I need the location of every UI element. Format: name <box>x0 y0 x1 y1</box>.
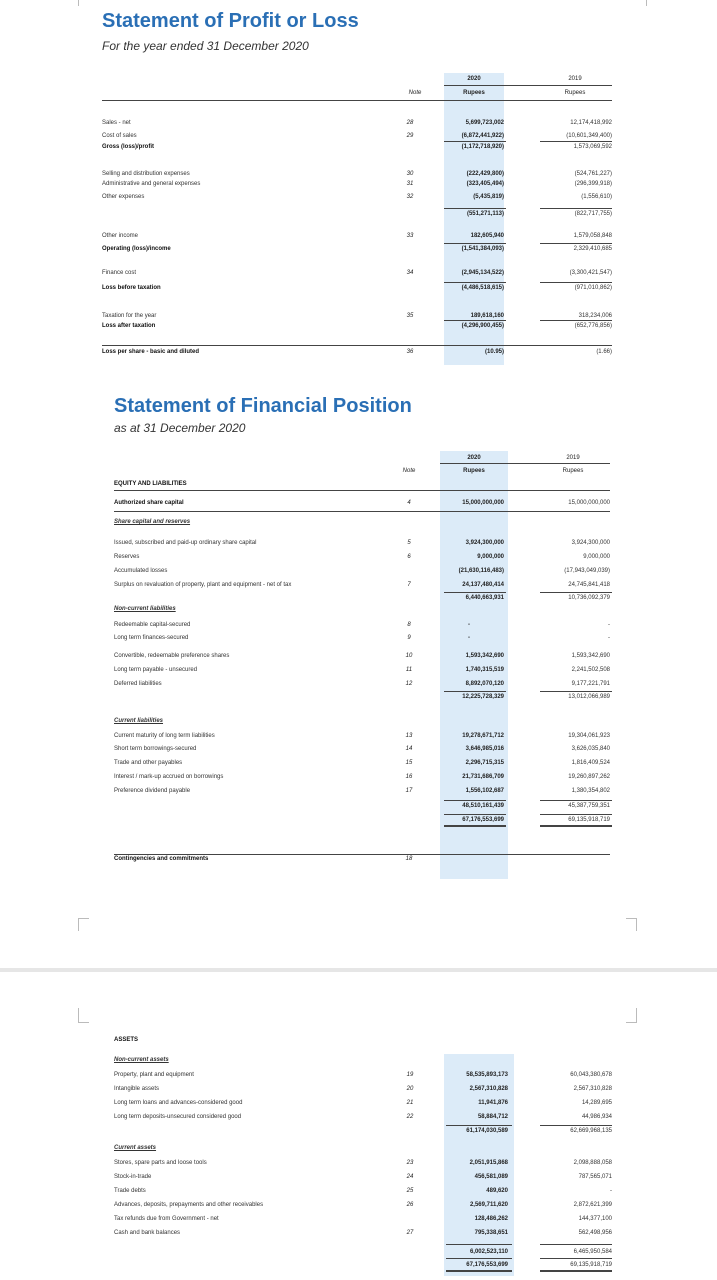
fp-hdr-cur-2019: Rupees <box>562 468 584 474</box>
fp-cur-row-label: Short term borrowings-secured <box>114 746 197 752</box>
pl-row-note: 30 <box>406 171 414 177</box>
crop-mark-low-left <box>78 1008 89 1023</box>
fp-nc-row-note: 8 <box>407 622 411 628</box>
pl-row-2019: 2,329,410,685 <box>573 246 612 252</box>
fp-subtitle: as at 31 December 2020 <box>114 421 246 435</box>
assets-cur-row-note: 24 <box>406 1174 414 1180</box>
pl-row-2019: 1,573,069,592 <box>573 144 612 150</box>
assets-cur-row-2019: 144,377,100 <box>578 1216 612 1222</box>
fp-cur-row-label: Preference dividend payable <box>114 788 191 794</box>
fp-cur-row-2020: 21,731,686,709 <box>462 774 504 780</box>
pl-hdr-2019: 2019 <box>568 76 582 82</box>
fp-nc-row-note: 11 <box>405 667 413 673</box>
pl-row-2019: 12,174,418,992 <box>570 120 612 126</box>
fp-cur-row-2020: 48,510,161,439 <box>462 803 504 809</box>
fp-share-row-2019: 3,924,300,000 <box>571 540 610 546</box>
pl-row-2020: (1,172,718,920) <box>461 144 504 150</box>
fp-cur-rule <box>444 800 506 801</box>
assets-cur-row-label: Cash and bank balances <box>114 1230 181 1236</box>
fp-nc-row-2020: 12,225,728,329 <box>462 694 504 700</box>
fp-share-row-label: Issued, subscribed and paid-up ordinary share capital <box>114 540 257 546</box>
fp-share-row-2020: 6,440,663,931 <box>465 595 504 601</box>
fp-cur-row-2019: 19,260,897,262 <box>568 774 610 780</box>
pl-row-label: Operating (loss)/income <box>102 246 171 252</box>
pl-row-2020: (222,429,800) <box>466 171 504 177</box>
assets-nc-row-2020: 58,535,893,173 <box>466 1072 508 1078</box>
assets-cur-row-note: 23 <box>406 1160 414 1166</box>
fp-cur-row-note: 13 <box>405 733 413 739</box>
fp-nc-row-2019: 1,593,342,690 <box>571 653 610 659</box>
fp-nc-row-2020: 8,892,070,120 <box>465 681 504 687</box>
assets-nc-row-2019: 60,043,380,678 <box>570 1072 612 1078</box>
fp-authorized-2020: 15,000,000,000 <box>462 500 504 506</box>
assets-cur-row-note: 26 <box>406 1202 414 1208</box>
pl-rule-exp-19 <box>540 208 612 209</box>
pl-row-label: Gross (loss)/profit <box>102 144 155 150</box>
assets-nc-row-2020: 2,567,310,828 <box>469 1086 508 1092</box>
pl-rule-tax-19 <box>540 320 612 321</box>
pl-row-2020: (1,541,384,093) <box>461 246 504 252</box>
assets-cur-total-rule-19 <box>540 1258 612 1259</box>
pl-row-2020: (4,296,900,455) <box>461 323 504 329</box>
fp-nc-row-note: 12 <box>405 681 413 687</box>
assets-cur-row-label: Trade debts <box>114 1188 146 1194</box>
pl-row-2019: 318,234,006 <box>578 313 612 319</box>
pl-row-2019: (296,399,918) <box>574 181 612 187</box>
fp-share-row-2019: (17,943,049,039) <box>564 568 610 574</box>
pl-row-note: 34 <box>406 270 414 276</box>
pl-row-label: Finance cost <box>102 270 137 276</box>
assets-cur-row-2020: 128,486,262 <box>474 1216 508 1222</box>
fp-grand-rule <box>444 825 506 827</box>
assets-cur-row-2020: 456,581,089 <box>474 1174 508 1180</box>
fp-hdr-line <box>440 463 610 464</box>
assets-cur-row-2019: 69,135,918,719 <box>570 1262 612 1268</box>
fp-cur-row-2019: 1,816,409,524 <box>571 760 610 766</box>
assets-cur-row-2020: 489,620 <box>486 1188 508 1194</box>
page-separator <box>0 968 717 972</box>
pl-rule-cos <box>444 141 506 142</box>
pl-row-2019: (524,761,227) <box>574 171 612 177</box>
assets-cur-row-2019: - <box>610 1188 612 1194</box>
fp-cur-row-2019: 3,626,035,840 <box>571 746 610 752</box>
crop-mark-mid-right <box>626 918 637 931</box>
fp-nc-row-label: Convertible, redeemable preference shares <box>114 653 230 659</box>
pl-hdr-rule <box>102 100 612 101</box>
fp-cur-row-2020: 67,176,553,699 <box>462 817 504 823</box>
assets-nc-row-note: 22 <box>406 1114 414 1120</box>
fp-cur-row-2020: 19,278,671,712 <box>462 733 504 739</box>
assets-cur-row-label: Stores, spare parts and loose tools <box>114 1160 207 1166</box>
fp-nc-row-note: 10 <box>405 653 413 659</box>
assets-cur-row-2020: 795,338,651 <box>474 1230 508 1236</box>
fp-nc-row-2019: - <box>608 635 610 641</box>
fp-cur-row-2020: 3,646,985,016 <box>465 746 504 752</box>
pl-row-label: Loss per share - basic and diluted <box>102 349 200 355</box>
pl-row-2019: (822,717,755) <box>574 211 612 217</box>
fp-share-capital-heading: Share capital and reserves <box>114 519 191 525</box>
pl-rule-tax <box>444 320 506 321</box>
fp-equity-heading: EQUITY AND LIABILITIES <box>114 481 187 487</box>
pl-row-note: 35 <box>406 313 414 319</box>
assets-cur-row-2019: 562,498,956 <box>578 1230 612 1236</box>
fp-nc-row-label: Long term finances-secured <box>114 635 189 641</box>
fp-title: Statement of Financial Position <box>114 395 412 417</box>
assets-cur-row-2019: 2,098,888,058 <box>573 1160 612 1166</box>
pl-row-2019: (1.66) <box>596 349 612 355</box>
fp-grand-rule-19 <box>540 825 612 827</box>
assets-cur-row-2020: 2,051,915,868 <box>469 1160 508 1166</box>
pl-row-label: Taxation for the year <box>102 313 157 319</box>
assets-cur-row-2019: 787,565,071 <box>578 1174 612 1180</box>
pl-row-note: 33 <box>406 233 414 239</box>
pl-row-2020: (6,872,441,922) <box>461 133 504 139</box>
fp-nc-row-2020: 1,740,315,519 <box>465 667 504 673</box>
pl-hdr-line <box>444 85 612 86</box>
fp-nc-row-2020: - <box>468 622 470 628</box>
fp-cur-row-label: Interest / mark-up accrued on borrowings <box>114 774 224 780</box>
assets-cur-total-rule <box>446 1258 512 1259</box>
assets-grand-rule <box>446 1270 512 1272</box>
pl-row-2019: 1,579,058,848 <box>573 233 612 239</box>
fp-nc-rule-19 <box>540 691 612 692</box>
pl-row-2019: (3,300,421,547) <box>569 270 612 276</box>
pl-rule-fin-19 <box>540 282 612 283</box>
fp-total-rule <box>114 854 610 855</box>
assets-nc-row-note: 21 <box>406 1100 414 1106</box>
assets-current-heading: Current assets <box>114 1145 157 1151</box>
assets-cur-row-2020: 2,569,711,620 <box>469 1202 508 1208</box>
pl-row-2020: 189,618,160 <box>470 313 504 319</box>
pl-row-2020: (2,945,134,522) <box>461 270 504 276</box>
pl-row-2019: (971,010,862) <box>574 285 612 291</box>
fp-share-row-note: 6 <box>407 554 411 560</box>
pl-title: Statement of Profit or Loss <box>102 10 359 32</box>
fp-share-rule-19 <box>540 592 612 593</box>
pl-hdr-cur-2019: Rupees <box>564 90 586 96</box>
fp-share-row-2020: 3,924,300,000 <box>465 540 504 546</box>
assets-nc-row-2019: 44,986,934 <box>581 1114 612 1120</box>
fp-share-rule <box>444 592 506 593</box>
pl-hdr-cur-2020: Rupees <box>463 90 485 96</box>
fp-nc-row-2019: 9,177,221,791 <box>571 681 610 687</box>
fp-nc-row-2019: 13,012,066,989 <box>568 694 610 700</box>
fp-contingencies-note: 18 <box>405 856 413 862</box>
pl-hdr-note: Note <box>408 90 422 96</box>
assets-nc-row-label: Long term loans and advances-considered good <box>114 1100 243 1106</box>
pl-row-2020: (5,435,819) <box>473 194 504 200</box>
fp-cur-row-note: 16 <box>405 774 413 780</box>
assets-nc-rule-19 <box>540 1125 612 1126</box>
fp-cur-row-label: Current maturity of long term liabilities <box>114 733 215 739</box>
fp-nc-row-2019: - <box>608 622 610 628</box>
fp-equity-rule <box>114 490 610 491</box>
pl-rule-fin <box>444 282 506 283</box>
assets-nc-row-2019: 62,669,968,135 <box>570 1128 612 1134</box>
fp-current-heading: Current liabilities <box>114 718 164 724</box>
crop-mark-top-left <box>78 0 89 6</box>
assets-nc-row-note: 20 <box>406 1086 414 1092</box>
pl-row-note: 29 <box>406 133 414 139</box>
fp-hdr-note: Note <box>402 468 416 474</box>
pl-2020-highlight <box>444 73 504 365</box>
pl-row-label: Other income <box>102 233 139 239</box>
pl-hdr-2020: 2020 <box>467 76 481 82</box>
pl-row-note: 28 <box>406 120 414 126</box>
assets-nc-row-note: 19 <box>406 1072 414 1078</box>
crop-mark-top-right <box>636 0 647 6</box>
fp-authorized-label: Authorized share capital <box>114 500 184 506</box>
assets-noncurrent-heading: Non-current assets <box>114 1057 169 1063</box>
fp-cur-row-label: Trade and other payables <box>114 760 183 766</box>
pl-row-2020: 5,699,723,002 <box>465 120 504 126</box>
pl-row-2020: 182,605,940 <box>470 233 504 239</box>
assets-cur-rule-19 <box>540 1244 612 1245</box>
assets-nc-rule <box>446 1125 512 1126</box>
pl-row-2020: (10.95) <box>484 349 504 355</box>
assets-cur-row-label: Advances, deposits, prepayments and other receivables <box>114 1202 264 1208</box>
fp-share-row-2019: 9,000,000 <box>583 554 610 560</box>
fp-noncurrent-heading: Non-current liabilities <box>114 606 176 612</box>
fp-nc-row-note: 9 <box>407 635 411 641</box>
pl-rule-exp <box>444 208 506 209</box>
fp-cur-rule-19 <box>540 800 612 801</box>
pl-row-note: 32 <box>406 194 414 200</box>
pl-subtitle: For the year ended 31 December 2020 <box>102 39 309 53</box>
pl-row-label: Loss before taxation <box>102 285 161 291</box>
fp-hdr-cur-2020: Rupees <box>463 468 485 474</box>
fp-cur-row-2020: 1,556,102,687 <box>465 788 504 794</box>
pl-row-note: 36 <box>406 349 414 355</box>
pl-row-label: Other expenses <box>102 194 145 200</box>
crop-mark-mid-left <box>78 918 89 931</box>
fp-contingencies-label: Contingencies and commitments <box>114 856 209 862</box>
pl-rule-cos-19 <box>540 141 612 142</box>
assets-cur-row-label: Stock-in-trade <box>114 1174 152 1180</box>
assets-cur-row-label: Tax refunds due from Government - net <box>114 1216 219 1222</box>
fp-share-row-label: Accumulated losses <box>114 568 168 574</box>
fp-cur-row-2019: 1,380,354,802 <box>571 788 610 794</box>
assets-nc-row-2020: 58,884,712 <box>477 1114 508 1120</box>
pl-rule-lps <box>102 345 612 346</box>
pl-row-label: Selling and distribution expenses <box>102 171 190 177</box>
fp-hdr-2020: 2020 <box>467 455 481 461</box>
pl-row-label: Cost of sales <box>102 133 137 139</box>
pl-rule-opinc <box>444 243 506 244</box>
pl-row-2019: (652,776,856) <box>574 323 612 329</box>
fp-authorized-2019: 15,000,000,000 <box>568 500 610 506</box>
pl-row-2020: (323,405,494) <box>466 181 504 187</box>
pl-row-label: Administrative and general expenses <box>102 181 201 187</box>
fp-share-row-2019: 24,745,841,418 <box>568 582 610 588</box>
assets-cur-row-2019: 2,872,621,399 <box>573 1202 612 1208</box>
fp-cur-row-2020: 2,296,715,315 <box>465 760 504 766</box>
pl-row-2019: (1,556,610) <box>581 194 612 200</box>
fp-cur-row-note: 17 <box>405 788 413 794</box>
pl-rule-opinc-19 <box>540 243 612 244</box>
assets-cur-row-2020: 67,176,553,699 <box>466 1262 508 1268</box>
assets-cur-row-note: 25 <box>406 1188 414 1194</box>
fp-share-row-note: 5 <box>407 540 411 546</box>
fp-cur-total-rule <box>444 814 506 815</box>
fp-share-row-note: 7 <box>407 582 411 588</box>
assets-nc-row-2019: 2,567,310,828 <box>573 1086 612 1092</box>
fp-share-row-2019: 10,736,092,379 <box>568 595 610 601</box>
assets-grand-rule-19 <box>540 1270 612 1272</box>
fp-authorized-note: 4 <box>407 500 411 506</box>
fp-cur-row-2019: 45,387,759,351 <box>568 803 610 809</box>
pl-row-2020: (4,486,518,615) <box>461 285 504 291</box>
fp-nc-rule <box>444 691 506 692</box>
assets-cur-row-2020: 6,002,523,110 <box>469 1249 508 1255</box>
fp-share-row-label: Surplus on revaluation of property, plant and equipment - net of tax <box>114 582 292 588</box>
fp-authorized-rule <box>114 511 610 512</box>
fp-share-row-2020: 24,137,480,414 <box>462 582 504 588</box>
fp-cur-row-2019: 19,304,061,923 <box>568 733 610 739</box>
assets-nc-row-label: Property, plant and equipment <box>114 1072 194 1078</box>
pl-row-note: 31 <box>406 181 414 187</box>
fp-cur-row-note: 14 <box>405 746 413 752</box>
assets-nc-row-label: Intangible assets <box>114 1086 160 1092</box>
fp-cur-total-rule-19 <box>540 814 612 815</box>
fp-nc-row-2020: 1,593,342,690 <box>465 653 504 659</box>
fp-cur-row-2019: 69,135,918,719 <box>568 817 610 823</box>
assets-heading: ASSETS <box>114 1037 139 1043</box>
fp-cur-row-note: 15 <box>405 760 413 766</box>
assets-cur-row-2019: 6,465,950,584 <box>573 1249 612 1255</box>
fp-share-row-2020: (21,630,116,483) <box>458 568 504 574</box>
assets-nc-row-2019: 14,289,695 <box>581 1100 612 1106</box>
assets-nc-row-2020: 11,941,876 <box>478 1100 508 1106</box>
assets-nc-row-label: Long term deposits-unsecured considered good <box>114 1114 242 1120</box>
fp-nc-row-2019: 2,241,502,508 <box>571 667 610 673</box>
assets-cur-row-note: 27 <box>406 1230 414 1236</box>
fp-hdr-2019: 2019 <box>566 455 580 461</box>
fp-share-row-2020: 9,000,000 <box>477 554 504 560</box>
fp-nc-row-2020: - <box>468 635 470 641</box>
fp-nc-row-label: Deferred liabilities <box>114 681 162 687</box>
fp-share-row-label: Reserves <box>114 554 140 560</box>
assets-cur-rule <box>446 1244 512 1245</box>
fp-nc-row-label: Long term payable - unsecured <box>114 667 198 673</box>
pl-row-label: Loss after taxation <box>102 323 156 329</box>
pl-row-2020: (551,271,113) <box>466 211 504 217</box>
fp-nc-row-label: Redeemable capital-secured <box>114 622 191 628</box>
assets-nc-row-2020: 61,174,030,589 <box>466 1128 508 1134</box>
crop-mark-low-right <box>626 1008 637 1023</box>
pl-row-label: Sales - net <box>102 120 131 126</box>
pl-row-2019: (10,601,349,400) <box>566 133 612 139</box>
